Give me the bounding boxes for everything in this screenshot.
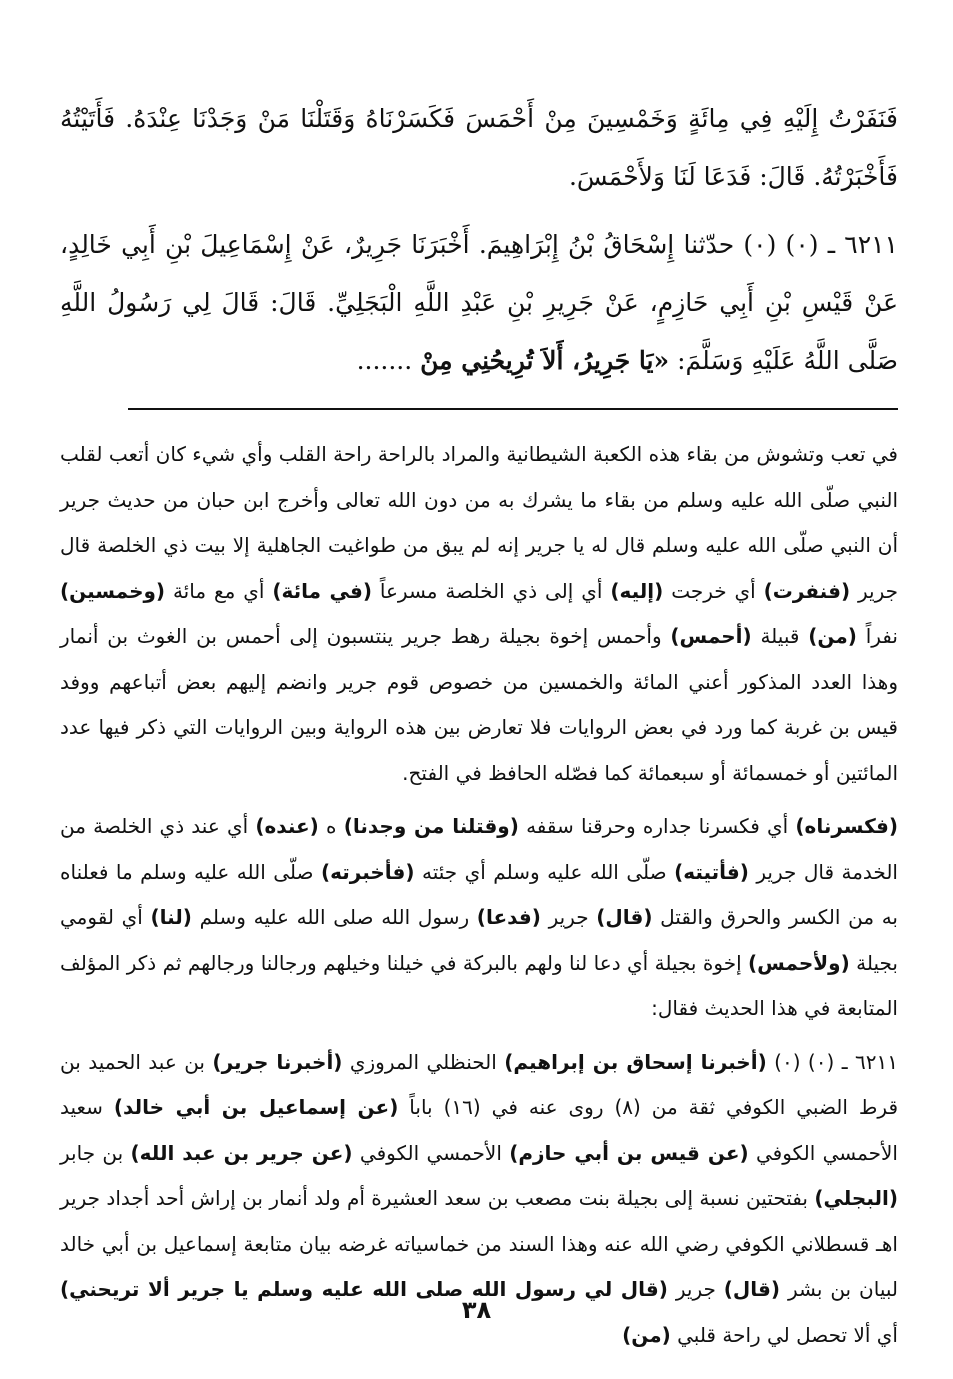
commentary-text: أي لقومي بجيلة bbox=[60, 905, 898, 975]
commentary-text: الحنظلي المروزي bbox=[342, 1049, 505, 1074]
commentary-text: صلّى الله عليه وسلم ما فعلناه به من الكسر والحرق والقتل bbox=[60, 859, 899, 929]
bold-term: (عن قيس بن أبي حازم) bbox=[509, 1140, 749, 1165]
commentary-text: أي ألا تحصل لي راحة قلبي bbox=[670, 1322, 898, 1347]
commentary-text: جرير bbox=[667, 1277, 724, 1301]
bold-term: (عنده) bbox=[255, 814, 319, 838]
commentary-text: إخوة بجيلة أي دعا لنا ولهم بالبركة في خيلنا وخيلهم ورجالنا ورجالهم ثم ذكر المؤلف المتابعة في هذا الحديث فقال: bbox=[60, 950, 898, 1020]
bold-term: (إليه) bbox=[610, 578, 664, 603]
bold-term: (فنفرت) bbox=[763, 578, 851, 603]
matn-paragraph-1: فَنَفَرْتُ إِلَيْهِ فِي مِائَةٍ وَخَمْسِينَ مِنْ أَحْمَسَ فَكَسَرْنَاهُ وَقَتَلْنَا مَنْ وَجَدْنَا عِنْدَهُ. فَأَتَيْتُهُ فَأَخْبَرْتُهُ. قَالَ: فَدَعَا لَنَا وَلأَحْمَسَ. bbox=[60, 104, 898, 191]
hadith-text bbox=[60, 90, 898, 390]
commentary-text: ه bbox=[318, 814, 344, 838]
commentary-text: سعيد الأحمسي الكوفي bbox=[60, 1095, 898, 1165]
bold-term: (البجلي) bbox=[814, 1186, 898, 1210]
commentary-text: رسول الله صلى الله عليه وسلم bbox=[191, 905, 477, 929]
commentary-text: أي إلى ذي الخلصة مسرعاً bbox=[371, 578, 611, 603]
bold-term: (في مائة) bbox=[272, 578, 372, 603]
divider-line bbox=[128, 408, 898, 410]
commentary-text: جرير bbox=[540, 905, 597, 929]
commentary-text: في تعب وتشوش من بقاء هذه الكعبة الشيطانية والمراد بالراحة راحة القلب وأي شيء كان أتعب لقلب النبي صلّى الله عليه وسلم من بقاء ما يشرك به من دون الله تعالى وأخرج ابن حبان من حديث جرير أن النبي صلّى الله عليه وسلم قال له يا جرير إنه لم يبق من طواغيت الجاهلية إلا بيت ذي الخلصة قال جرير bbox=[60, 442, 898, 603]
bold-term: (فأتيته) bbox=[674, 859, 749, 884]
commentary-text: نفراً bbox=[856, 624, 898, 648]
bold-term: (فدعا) bbox=[476, 905, 541, 929]
bold-term: (فكسرناه) bbox=[795, 814, 899, 838]
bold-term: (قال لي رسول الله صلى الله عليه وسلم يا جرير ألا تريحني) bbox=[60, 1277, 668, 1301]
commentary-text: الأحمسي الكوفي bbox=[352, 1140, 510, 1165]
matn-paragraph-2 bbox=[60, 216, 898, 390]
commentary-text: بن جابر bbox=[60, 1140, 131, 1165]
bold-term: (من) bbox=[622, 1322, 671, 1347]
commentary-text: أي عند ذي الخلصة من الخدمة قال جرير bbox=[60, 814, 898, 884]
bold-term: (وخمسين) bbox=[60, 578, 166, 603]
bold-term: (لنا) bbox=[150, 905, 192, 929]
bold-term: (أخبرنا جرير) bbox=[212, 1049, 343, 1074]
commentary-text: بن عبد الحميد بن قرط الضبي الكوفي ثقة من (٨) روى عنه في (١٦) باباً bbox=[60, 1049, 899, 1119]
bold-term: (وقتلنا من وجدنا) bbox=[343, 814, 519, 838]
commentary-text: صلّى الله عليه وسلم أي جئته bbox=[414, 859, 675, 884]
matn-isnad: ٦٢١١ ـ (٠) (٠) حدّثنا إِسْحَاقُ بْنُ إِبْرَاهِيمَ. أَخْبَرَنَا جَرِيرٌ، عَنْ إِسْمَاعِيلَ بْنِ أَبِي خَالِدٍ، عَنْ قَيْسِ بْنِ أَبِي حَازِمٍ، عَنْ جَرِيرِ بْنِ عَبْدِ اللَّهِ الْبَجَلِيِّ. قَالَ: قَالَ لِي رَسُولُ اللَّهِ صَلَّى اللَّهُ عَلَيْهِ وَسَلَّمَ: bbox=[60, 230, 898, 375]
commentary-paragraph-2 bbox=[60, 804, 898, 1032]
matn-quote: «يَا جَرِيرُ، أَلاَ تُرِيحُنِي مِنْ bbox=[420, 346, 670, 375]
bold-term: (قال) bbox=[596, 905, 653, 929]
commentary-text: أي فكسرنا جداره وحرقنا سقفه bbox=[518, 814, 796, 838]
bold-term: (ولأحمس) bbox=[748, 950, 850, 975]
bold-term: (من) bbox=[808, 624, 857, 648]
matn-ellipsis: ....... bbox=[356, 346, 413, 375]
bold-term: (أخبرنا إسحاق بن إبراهيم) bbox=[504, 1049, 767, 1074]
bold-term: (أحمس) bbox=[670, 624, 752, 648]
commentary bbox=[60, 432, 898, 1358]
commentary-text: ٦٢١١ ـ (٠) (٠) bbox=[766, 1049, 898, 1074]
page-number: ٣٨ bbox=[461, 1296, 492, 1324]
page-content bbox=[60, 90, 898, 1366]
bold-term: (عن إسماعيل بن أبي خالد) bbox=[113, 1095, 399, 1119]
commentary-text: قبيلة bbox=[751, 624, 809, 648]
commentary-text: بفتحتين نسبة إلى بجيلة بنت مصعب بن سعد العشيرة أم ولد أنمار بن إراش أحد أجداد جرير اهـ قسطلاني الكوفي رضي الله عنه وهذا السند من خماسياته غرضه بيان متابعة إسماعيل بن أبي خالد لبيان بن بشر bbox=[60, 1186, 898, 1301]
bold-term: (قال) bbox=[723, 1277, 781, 1301]
commentary-text: أي مع مائة bbox=[165, 578, 273, 603]
commentary-text: أي خرجت bbox=[663, 578, 764, 603]
bold-term: (فأخبرته) bbox=[320, 859, 415, 884]
commentary-text: وأحمس إخوة بجيلة رهط جرير ينتسبون إلى أحمس بن الغوث بن أنمار وهذا العدد المذكور أعني المائة والخمسين من خصوص قوم جرير وانضم إليهم بعض أتباعهم ووفد قيس بن غربة كما ورد في بعض الروايات فلا تعارض بين هذه الرواية وبين الروايات التي ذكر فيها عدد المائتين أو خمسمائة أو سبعمائة كما فصّله الحافظ في الفتح. bbox=[60, 624, 898, 785]
commentary-paragraph-1 bbox=[60, 432, 898, 796]
bold-term: (عن جرير بن عبد الله) bbox=[130, 1140, 353, 1165]
